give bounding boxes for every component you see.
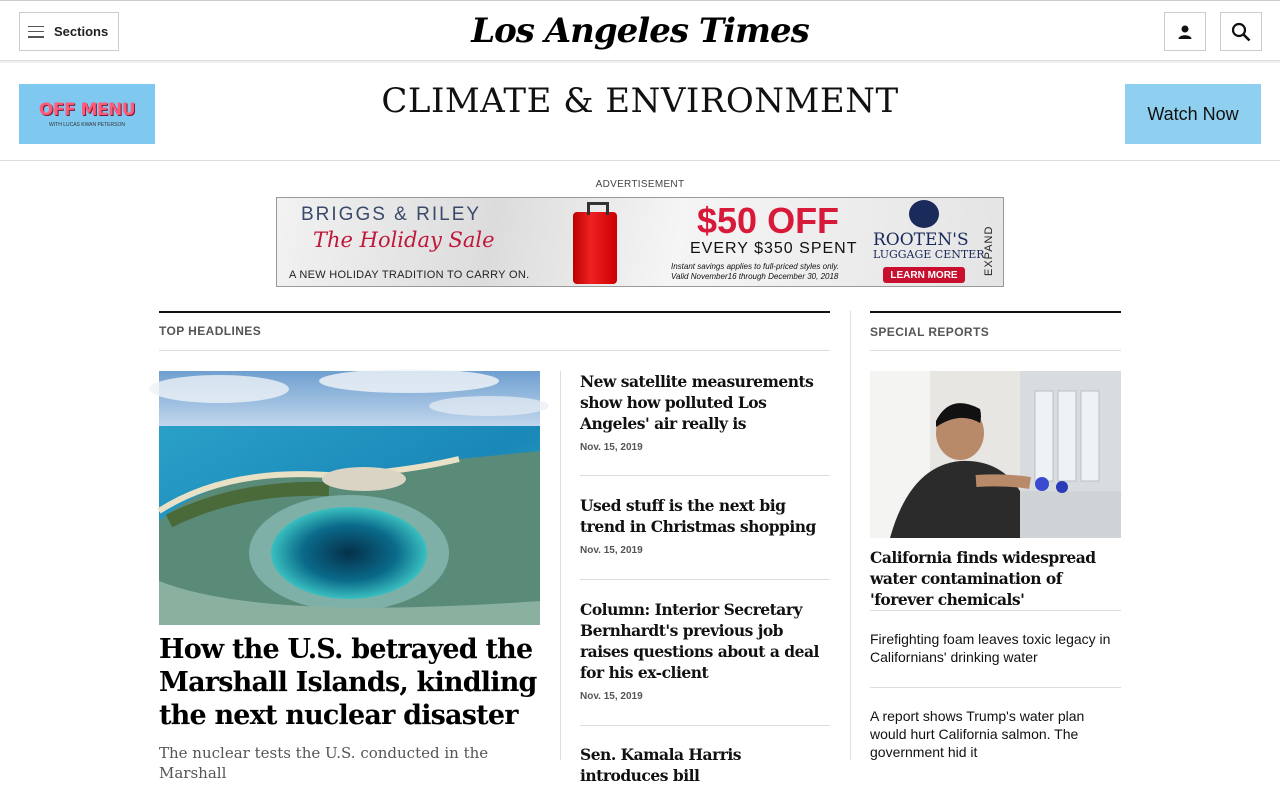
special-reports-rule xyxy=(870,311,1121,313)
user-icon xyxy=(1177,24,1193,40)
user-button[interactable] xyxy=(1164,12,1206,51)
hamburger-icon xyxy=(28,26,44,38)
sections-button[interactable] xyxy=(19,12,119,51)
section-header xyxy=(0,61,1280,161)
ad-brand: BRIGGS & RILEY xyxy=(301,204,482,225)
column-divider xyxy=(560,371,561,760)
suitcase-image xyxy=(573,212,617,284)
watch-now-button[interactable]: Watch Now xyxy=(1125,84,1261,144)
promo-title: OFF MENU xyxy=(38,100,136,120)
atoll-photo xyxy=(159,371,540,625)
story-item[interactable] xyxy=(580,744,830,786)
ad-learn-more-button[interactable]: LEARN MORE xyxy=(883,267,965,283)
section-title: CLIMATE & ENVIRONMENT xyxy=(381,81,899,121)
divider xyxy=(870,350,1121,351)
story-item[interactable] xyxy=(580,371,830,453)
special-report-headline[interactable]: California finds widespread water contamination of 'forever chemicals' xyxy=(870,548,1096,609)
divider xyxy=(159,350,830,351)
ad-fine-line-2: Valid November16 through December 30, 2018 xyxy=(671,272,839,281)
special-report-image[interactable] xyxy=(870,371,1121,538)
top-headlines-rule xyxy=(159,311,830,313)
story-date: Nov. 15, 2019 xyxy=(580,545,643,556)
divider xyxy=(870,687,1121,688)
search-button[interactable] xyxy=(1220,12,1262,51)
ad-tagline: A NEW HOLIDAY TRADITION TO CARRY ON. xyxy=(289,269,530,281)
ad-label: ADVERTISEMENT xyxy=(595,179,685,190)
ad-banner[interactable] xyxy=(276,197,1004,287)
search-icon xyxy=(1231,22,1251,42)
story-item[interactable] xyxy=(580,599,830,702)
story-headline[interactable]: New satellite measurements show how polluted Los Angeles' air really is xyxy=(580,372,814,433)
ad-sale: The Holiday Sale xyxy=(313,228,495,252)
masthead-logo[interactable]: Los Angeles Times xyxy=(471,11,809,51)
special-report-link[interactable]: Firefighting foam leaves toxic legacy in Californians' drinking water xyxy=(870,631,1111,665)
ad-offer: $50 OFF xyxy=(697,200,840,241)
divider xyxy=(870,610,1121,611)
sections-label: Sections xyxy=(54,24,109,39)
story-headline[interactable]: Sen. Kamala Harris introduces bill xyxy=(580,745,742,785)
ad-store-sub: LUGGAGE CENTER xyxy=(873,248,985,261)
top-nav xyxy=(0,0,1280,61)
story-date: Nov. 15, 2019 xyxy=(580,691,643,702)
promo-subtitle: WITH LUCAS KWAN PETERSON xyxy=(49,122,125,128)
story-headline[interactable]: Used stuff is the next big trend in Christmas shopping xyxy=(580,496,816,536)
column-divider xyxy=(850,311,851,760)
story-headline[interactable]: Column: Interior Secretary Bernhardt's previous job raises questions about a deal for his ex-client xyxy=(580,600,819,682)
divider xyxy=(580,475,830,476)
ad-spent: EVERY $350 SPENT xyxy=(690,240,858,257)
story-date: Nov. 15, 2019 xyxy=(580,442,643,453)
top-headlines-label: TOP HEADLINES xyxy=(159,324,262,338)
special-reports-label: SPECIAL REPORTS xyxy=(870,325,990,339)
ad-fine-print xyxy=(671,262,839,282)
lead-story-image[interactable] xyxy=(159,371,540,625)
special-report-link[interactable]: A report shows Trump's water plan would hurt California salmon. The government hid it xyxy=(870,708,1085,760)
ad-fine-line-1: Instant savings applies to full-priced styles only. xyxy=(671,262,839,271)
lead-headline[interactable]: How the U.S. betrayed the Marshall Islands, kindling the next nuclear disaster xyxy=(159,634,537,731)
divider xyxy=(580,725,830,726)
lab-photo xyxy=(870,371,1121,538)
story-item[interactable] xyxy=(580,495,830,556)
off-menu-promo[interactable] xyxy=(19,84,155,144)
store-logo-icon xyxy=(909,200,939,228)
ad-expand-button[interactable]: EXPAND xyxy=(983,225,995,276)
lead-dek: The nuclear tests the U.S. conducted in the Marshall xyxy=(159,744,489,782)
ad-store: ROOTEN'S xyxy=(873,230,969,250)
divider xyxy=(580,579,830,580)
